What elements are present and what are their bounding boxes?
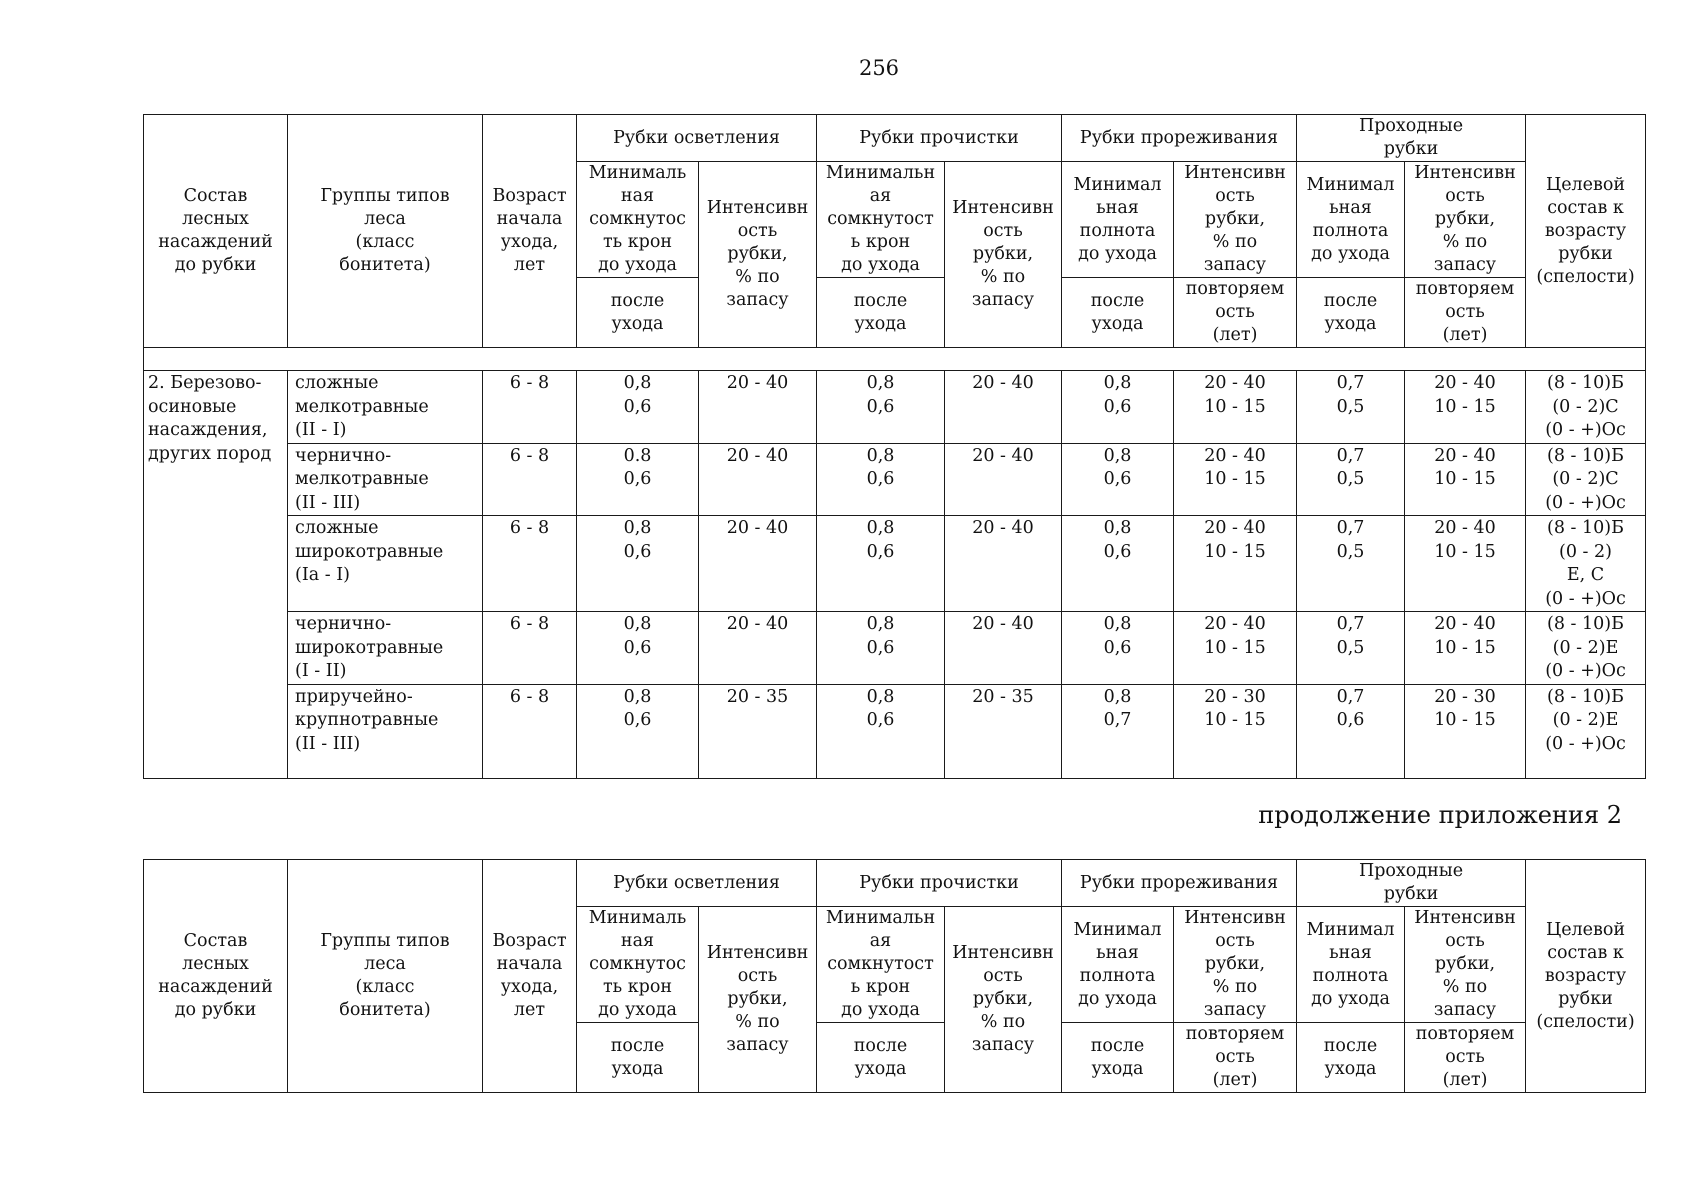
cell-thinning-intensity: 20 - 40 10 - 15	[1174, 443, 1297, 516]
cell-thinning-intensity: 20 - 40 10 - 15	[1174, 516, 1297, 612]
cell-thinning-density: 0,8 0,6	[1062, 443, 1174, 516]
header-min-density: Минимал ьная полнота до ухода	[1062, 162, 1174, 278]
cell-cleaning-closure: 0,8 0,6	[817, 371, 945, 444]
header-after-care: после ухода	[817, 278, 945, 348]
header-min-closure: Минимальн ая сомкнутост ь крон до ухода	[817, 162, 945, 278]
cell-thinning-density: 0,8 0,6	[1062, 516, 1174, 612]
header-min-density: Минимал ьная полнота до ухода	[1297, 907, 1405, 1023]
page-number: 256	[858, 56, 900, 80]
header-cleaning: Рубки прочистки	[817, 115, 1062, 162]
header-intensity: Интенсивн ость рубки, % по запасу	[945, 162, 1062, 348]
cell-passing-intensity: 20 - 30 10 - 15	[1405, 684, 1526, 778]
header-intensity: Интенсивн ость рубки, % по запасу	[1174, 162, 1297, 278]
cell-passing-density: 0,7 0,5	[1297, 612, 1405, 685]
header-intensity: Интенсивн ость рубки, % по запасу	[699, 907, 817, 1093]
header-after-care: после ухода	[1062, 278, 1174, 348]
header-cleaning: Рубки прочистки	[817, 860, 1062, 907]
header-intensity: Интенсивн ость рубки, % по запасу	[945, 907, 1062, 1093]
header-thinning: Рубки прореживания	[1062, 115, 1297, 162]
header-after-care: после ухода	[577, 278, 699, 348]
cell-thinning-density: 0,8 0,6	[1062, 371, 1174, 444]
cell-passing-intensity: 20 - 40 10 - 15	[1405, 516, 1526, 612]
cell-cleaning-intensity: 20 - 40	[945, 516, 1062, 612]
table-row	[144, 516, 1646, 612]
cell-lightening-closure: 0,8 0,6	[577, 684, 699, 778]
continuation-table-header	[143, 859, 1646, 1093]
cell-passing-density: 0,7 0,5	[1297, 516, 1405, 612]
table-header	[144, 860, 1646, 1093]
cell-lightening-closure: 0.8 0,6	[577, 443, 699, 516]
header-after-care: после ухода	[1297, 278, 1405, 348]
cell-passing-intensity: 20 - 40 10 - 15	[1405, 443, 1526, 516]
cell-age: 6 - 8	[483, 371, 577, 444]
header-min-density: Минимал ьная полнота до ухода	[1297, 162, 1405, 278]
cell-passing-density: 0,7 0,6	[1297, 684, 1405, 778]
header-intensity: Интенсивн ость рубки, % по запасу	[1174, 907, 1297, 1023]
continuation-caption: продолжение приложения 2	[1258, 801, 1622, 829]
cell-target-composition: (8 - 10)Б (0 - 2)С (0 - +)Ос	[1526, 443, 1646, 516]
header-repeatability: повторяем ость (лет)	[1405, 278, 1526, 348]
header-repeatability: повторяем ость (лет)	[1405, 1023, 1526, 1093]
header-min-closure: Минимальн ая сомкнутост ь крон до ухода	[817, 907, 945, 1023]
header-repeatability: повторяем ость (лет)	[1174, 278, 1297, 348]
header-target: Целевой состав к возрасту рубки (спелости)	[1526, 115, 1646, 348]
cell-lightening-intensity: 20 - 40	[699, 371, 817, 444]
cell-cleaning-closure: 0,8 0,6	[817, 516, 945, 612]
cell-cleaning-intensity: 20 - 40	[945, 612, 1062, 685]
spacer-cell	[144, 348, 1646, 371]
cell-passing-intensity: 20 - 40 10 - 15	[1405, 371, 1526, 444]
header-target: Целевой состав к возрасту рубки (спелости)	[1526, 860, 1646, 1093]
cell-cleaning-intensity: 20 - 40	[945, 371, 1062, 444]
cell-forest-type: чернично- широкотравные (I - II)	[288, 612, 483, 685]
table-row	[144, 684, 1646, 778]
table-row	[144, 612, 1646, 685]
cell-thinning-density: 0,8 0,7	[1062, 684, 1174, 778]
cell-lightening-closure: 0,8 0,6	[577, 371, 699, 444]
cell-age: 6 - 8	[483, 612, 577, 685]
cell-passing-intensity: 20 - 40 10 - 15	[1405, 612, 1526, 685]
cell-forest-type: чернично- мелкотравные (II - III)	[288, 443, 483, 516]
header-forest-type-groups: Группы типов леса (класс бонитета)	[288, 115, 483, 348]
table-body	[144, 348, 1646, 779]
cell-target-composition: (8 - 10)Б (0 - 2)Е (0 - +)Ос	[1526, 684, 1646, 778]
spacer-row	[144, 348, 1646, 371]
header-lightening: Рубки осветления	[577, 115, 817, 162]
header-composition: Состав лесных насаждений до рубки	[144, 115, 288, 348]
cell-cleaning-intensity: 20 - 40	[945, 443, 1062, 516]
cell-forest-type: приручейно- крупнотравные (II - III)	[288, 684, 483, 778]
header-passing: Проходные рубки	[1297, 115, 1526, 162]
cell-lightening-closure: 0,8 0,6	[577, 516, 699, 612]
header-min-density: Минимал ьная полнота до ухода	[1062, 907, 1174, 1023]
cell-cleaning-closure: 0,8 0,6	[817, 612, 945, 685]
cell-age: 6 - 8	[483, 516, 577, 612]
species-group-label: 2. Березово- осиновые насаждения, других пород	[144, 371, 288, 779]
cell-cleaning-closure: 0,8 0,6	[817, 443, 945, 516]
cell-passing-density: 0,7 0,5	[1297, 371, 1405, 444]
header-after-care: после ухода	[1062, 1023, 1174, 1093]
header-intensity: Интенсивн ость рубки, % по запасу	[699, 162, 817, 348]
header-after-care: после ухода	[817, 1023, 945, 1093]
table-row	[144, 443, 1646, 516]
header-lightening: Рубки осветления	[577, 860, 817, 907]
forest-care-table	[143, 114, 1646, 779]
cell-lightening-intensity: 20 - 35	[699, 684, 817, 778]
cell-thinning-intensity: 20 - 40 10 - 15	[1174, 371, 1297, 444]
header-intensity: Интенсивн ость рубки, % по запасу	[1405, 907, 1526, 1023]
cell-thinning-intensity: 20 - 30 10 - 15	[1174, 684, 1297, 778]
header-intensity: Интенсивн ость рубки, % по запасу	[1405, 162, 1526, 278]
header-forest-type-groups: Группы типов леса (класс бонитета)	[288, 860, 483, 1093]
cell-forest-type: сложные широкотравные (Iа - I)	[288, 516, 483, 612]
cell-age: 6 - 8	[483, 684, 577, 778]
header-start-age: Возраст начала ухода, лет	[483, 115, 577, 348]
header-composition: Состав лесных насаждений до рубки	[144, 860, 288, 1093]
cell-thinning-density: 0,8 0,6	[1062, 612, 1174, 685]
header-after-care: после ухода	[1297, 1023, 1405, 1093]
header-thinning: Рубки прореживания	[1062, 860, 1297, 907]
cell-lightening-intensity: 20 - 40	[699, 516, 817, 612]
cell-target-composition: (8 - 10)Б (0 - 2)С (0 - +)Ос	[1526, 371, 1646, 444]
header-repeatability: повторяем ость (лет)	[1174, 1023, 1297, 1093]
table-row	[144, 371, 1646, 444]
header-after-care: после ухода	[577, 1023, 699, 1093]
cell-lightening-closure: 0,8 0,6	[577, 612, 699, 685]
header-start-age: Возраст начала ухода, лет	[483, 860, 577, 1093]
header-min-closure: Минималь ная сомкнутос ть крон до ухода	[577, 907, 699, 1023]
cell-cleaning-intensity: 20 - 35	[945, 684, 1062, 778]
cell-lightening-intensity: 20 - 40	[699, 443, 817, 516]
cell-lightening-intensity: 20 - 40	[699, 612, 817, 685]
header-passing: Проходные рубки	[1297, 860, 1526, 907]
cell-target-composition: (8 - 10)Б (0 - 2) Е, С (0 - +)Ос	[1526, 516, 1646, 612]
cell-age: 6 - 8	[483, 443, 577, 516]
header-min-closure: Минималь ная сомкнутос ть крон до ухода	[577, 162, 699, 278]
table-header	[144, 115, 1646, 348]
cell-target-composition: (8 - 10)Б (0 - 2)Е (0 - +)Ос	[1526, 612, 1646, 685]
cell-passing-density: 0,7 0,5	[1297, 443, 1405, 516]
cell-cleaning-closure: 0,8 0,6	[817, 684, 945, 778]
cell-thinning-intensity: 20 - 40 10 - 15	[1174, 612, 1297, 685]
cell-forest-type: сложные мелкотравные (II - I)	[288, 371, 483, 444]
